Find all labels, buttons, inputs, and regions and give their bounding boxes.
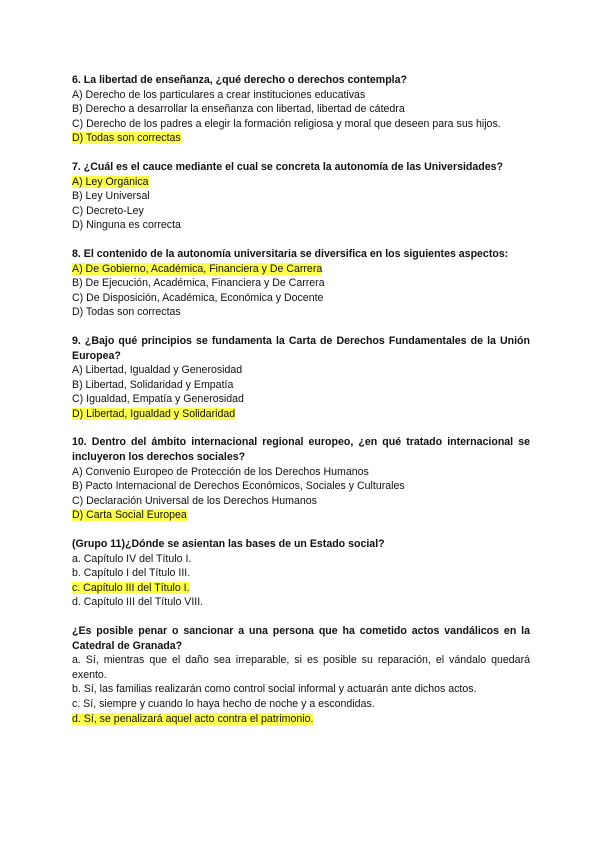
option-b: B) Libertad, Solidaridad y Empatía: [72, 378, 234, 391]
option-b: b. Sí, las familias realizarán como control social informal y actuarán ante dichos actos.: [72, 683, 477, 696]
option-a: a. Sí, mientras que el daño sea irreparable, si es posible su reparación, el vándalo quedará exento.: [72, 654, 530, 681]
question-title: (Grupo 11)¿Dónde se asientan las bases de un Estado social?: [72, 538, 385, 551]
option-c-correct: c. Capítulo III del Título I.: [72, 581, 190, 594]
question-grupo-11: [72, 537, 530, 610]
option-a: A) Libertad, Igualdad y Generosidad: [72, 364, 243, 377]
option-c: C) Igualdad, Empatía y Generosidad: [72, 393, 244, 406]
option-c: C) Decreto-Ley: [72, 204, 144, 217]
option-d: d. Capítulo III del Título VIII.: [72, 596, 204, 609]
option-a-correct: A) Ley Orgánica: [72, 175, 149, 188]
option-d: D) Ninguna es correcta: [72, 219, 181, 232]
option-c: c. Sí, siempre y cuando lo haya hecho de noche y a escondidas.: [72, 697, 375, 710]
option-d-correct: D) Todas son correctas: [72, 132, 181, 145]
question-9: [72, 334, 530, 422]
option-b: B) De Ejecución, Académica, Financiera y De Carrera: [72, 277, 325, 290]
option-d-correct: D) Carta Social Europea: [72, 509, 187, 522]
option-d-correct: D) Libertad, Igualdad y Solidaridad: [72, 407, 236, 420]
option-d: D) Todas son correctas: [72, 306, 181, 319]
option-b: B) Ley Universal: [72, 190, 150, 203]
option-c: C) Declaración Universal de los Derechos Humanos: [72, 494, 317, 507]
option-a: A) Convenio Europeo de Protección de los Derechos Humanos: [72, 465, 369, 478]
option-b: b. Capítulo I del Título III.: [72, 567, 191, 580]
option-c: C) Derecho de los padres a elegir la formación religiosa y moral que deseen para sus hijos.: [72, 117, 501, 130]
option-b: B) Pacto Internacional de Derechos Económicos, Sociales y Culturales: [72, 480, 405, 493]
question-8: [72, 247, 530, 320]
question-7: [72, 160, 530, 233]
option-b: B) Derecho a desarrollar la enseñanza con libertad, libertad de cátedra: [72, 103, 405, 116]
question-title: 9. ¿Bajo qué principios se fundamenta la Carta de Derechos Fundamentales de la Unión Europea?: [72, 334, 530, 362]
option-c: C) De Disposición, Académica, Económica y Docente: [72, 291, 324, 304]
option-a: a. Capítulo IV del Título I.: [72, 552, 192, 565]
question-6: [72, 73, 530, 146]
question-title: 6. La libertad de enseñanza, ¿qué derecho o derechos contempla?: [72, 74, 407, 86]
option-a: A) Derecho de los particulares a crear instituciones educativas: [72, 88, 366, 101]
question-title: 7. ¿Cuál es el cauce mediante el cual se concreta la autonomía de las Universidades?: [72, 160, 503, 173]
question-title: 10. Dentro del ámbito internacional regional europeo, ¿en qué tratado internacional se incluyeron los derechos sociales?: [72, 436, 530, 464]
question-title: ¿Es posible penar o sancionar a una persona que ha cometido actos vandálicos en la Catedral de Granada?: [72, 625, 530, 652]
question-title: 8. El contenido de la autonomía universitaria se diversifica en los siguientes aspectos:: [72, 247, 509, 260]
question-10: [72, 435, 530, 523]
option-a-correct: A) De Gobierno, Académica, Financiera y De Carrera: [72, 262, 323, 275]
question-catedral: [72, 624, 530, 726]
option-d-correct: d. Sí, se penalizará aquel acto contra el patrimonio.: [72, 712, 314, 725]
